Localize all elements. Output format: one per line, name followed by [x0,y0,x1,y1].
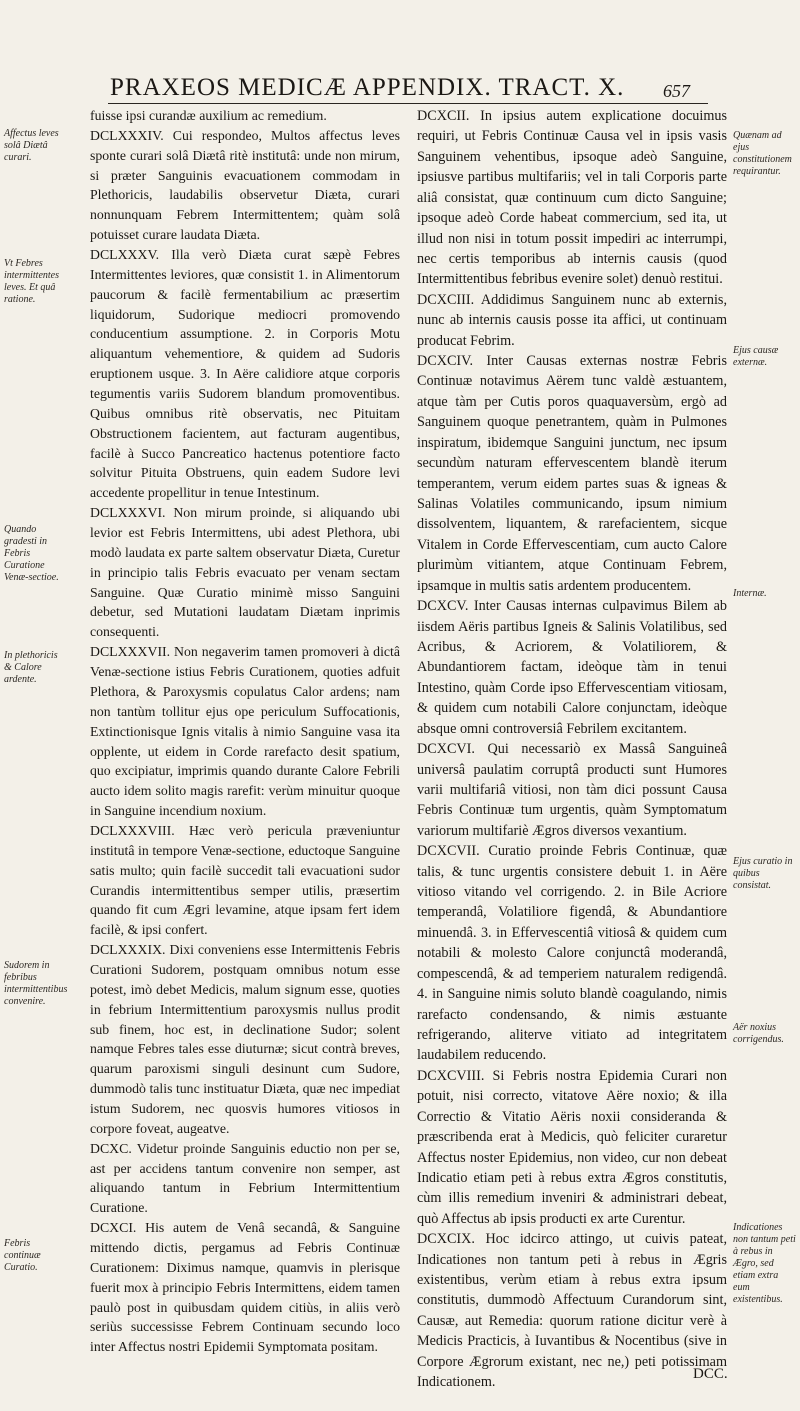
margin-note-left: Quando gradesti in Febris Curatione Venæ-sectioe. [4,524,59,583]
paragraph: DCLXXXIX. Dixi conveniens esse Intermittenis Febris Curationi Sudorem, postquam omnibus notum esse potest, imò debet Medicis, malum signum esse, quoties in febrium Intermittentium paroxysmis nullus prodit sub finem, hoc est, in declinatione Sudor; solent namque Febres tales esse diuturnæ; sicut contrà breves, quarum paroxismi singuli desinunt cum Sudore, dummodò talis tunc instituatur Diæta, quæ nec impediat istum Sudorem, nec quosvis humores vitiosos in corpore foveat, augeatve. [90,942,400,1136]
paragraph: DCXCVI. Qui necessariò ex Massâ Sanguineâ universâ paulatim corruptâ producti sunt Humores varii multifariâ vitiosi, non tàm dici possunt Causa Febris Continuæ tum urgentis, quàm Symptomatum variorum multifariè Ægros diversos vexantium. [417,741,727,839]
margin-note-left: In plethoricis & Calore ardente. [4,650,58,685]
catchword: DCC. [693,1366,728,1382]
margin-note-right: Quænam ad ejus constitutionem requirantur. [733,130,792,177]
paragraph: DCLXXXVII. Non negaverim tamen promoveri à dictâ Venæ-sectione istius Febris Curationem, quoties adfuit Plethora, & Paroxysmis copulatus Calor ardens; nam non tantùm tollitur ejus ope periculum Suffocationis, Extinctionisque Ignis vitalis à nimio Sanguine vasa ita opplente, ut eidem in Corde rarefacto desit spatium, quo excipiatur, imprimis quando durante Calore Febrili aucto idem solito magis rarefit: verùm minuitur quoque in Sanguine incendium noxium. [90,644,400,819]
paragraph: DCLXXXVIII. Hæc verò pericula præveniuntur institutâ in tempore Venæ-sectione, eductoque Sanguine satis multo; quin facilè succedit tali evacuationi sudor Curandis intermittentibus semper utilis, præsertim quando fit cum Ægri levamine, atque ipsam fert idem facilè, & ipsi confert. [90,822,400,938]
paragraph: fuisse ipsi curandæ auxilium ac remedium. [90,108,327,123]
margin-note-right: Internæ. [733,588,767,599]
paragraph: DCLXXXVI. Non mirum proinde, si aliquando ubi levior est Febris Intermittens, ubi adest Plethora, ubi modò laudata ex parte saltem observatur Diæta, Curetur in principio talis Febris evacuato per venam sectam Sanguine. Quæ Curatio minimè misso Sanguini debetur, sed Mutationi laudatam Diætam inprimis consequenti. [90,505,400,640]
right-column [417,106,727,1393]
margin-note-right: Ejus causæ externæ. [733,345,779,368]
margin-note-right: Aër noxius corrigendus. [733,1022,784,1045]
paragraph: DCXCII. In ipsius autem explicatione docuimus requiri, ut Febris Continuæ Causa vel in ipsis vasis Sanguinem vehentibus, ipsoque adeò Sanguine, ipsiusve partibus multifariis; vel in tali Corporis parte aliâ consistat, quæ continuum cum dicto Sanguine; ipsoque adeò Corde habeat commercium, sed ita, ut illud non nisi in totum possit impediri ac interrumpi, nec certis temporibus ab internis causis (quod Intermittentibus febribus evenire solet) denuò restitui. [417,108,727,288]
paragraph: DCXCIII. Addidimus Sanguinem nunc ab externis, nunc ab internis causis posse ita affici, ut continuam producat Febrim. [417,291,727,349]
page-number: 657 [663,81,690,101]
paragraph: DCXCI. His autem de Venâ secandâ, & Sanguine mittendo dictis, pergamus ad Febris Continuæ Curationem: Diximus namque, quamvis in plerisque fuerit mox à principio Febris Intermittens, eidem tamen paulò post in quibusdam quidem citiùs, in aliis verò seriùs successisse Febrem Continuam secundo loco inter Affectus nostri Epidemii Symptomata positam. [90,1220,400,1355]
paragraph: DCXCV. Inter Causas internas culpavimus Bilem ab iisdem Aëris partibus Igneis & Salinis Volatilibus, sed Acribus, & Acriorem, & Volatiliorem, & Abundantiorem factam, ideòque tàm in tenui Intestino, quàm Corde ipso Effervescentiam vitiosam, & quidem cum notabili Calore conjunctam, ideòque absque omni controversiâ Febrilem excitantem. [417,598,727,737]
paragraph: DCXCVIII. Si Febris nostra Epidemia Curari non potuit, nisi correcto, vitatove Aëre noxio; & illa Correctio & Vitatio Aëris noxii consideranda & præscribenda erat à Medicis, quò feliciter curaretur Affectus noster Epidemius, non video, cur non debeat Indicatio etiam peti à rebus extra Ægros constitutis, cùm illis remedium inveniri & administrari debeat, quò Affectus ab ipsis producti ex arte Curentur. [417,1067,727,1227]
header-rule [108,103,708,104]
paragraph: DCLXXXIV. Cui respondeo, Multos affectus leves sponte curari solâ Diætâ ritè institutâ: unde non mirum, si præter Sanguinis evacuationem commodam in Plethoricis, laudabilis observetur Diæta, curari nonnunquam Febrem Intermittentem; quàm solâ potuisset curare laudata Diæta. [90,127,400,243]
margin-note-left: Sudorem in febribus intermittentibus convenire. [4,960,68,1007]
left-column [90,106,400,1357]
margin-note-left: Vt Febres intermittentes leves. Et quâ ratione. [4,258,59,305]
margin-note-right: Ejus curatio in quibus consistat. [733,856,793,891]
paragraph: DCXC. Videtur proinde Sanguinis eductio non per se, ast per accidens tantum convenire non semper, ast aliquando tantum in Febrium Intermittentium Curatione. [90,1140,400,1216]
paragraph: DCXCVII. Curatio proinde Febris Continuæ, quæ talis, & tunc urgentis consistere debuit 1. in Aëre vitioso vitando vel corrigendo. 2. in Bile Acriore temperandâ, Volatiliore figendâ, & Abundantiore minuendâ. 3. in Effervescentiâ vitiosâ & quidem cum notabili & molesto Calore conjunctâ moderandâ, compescendâ, & ad temperiem naturalem redigendâ. 4. in Sanguine nimis soluto blandè coagulando, nimis rarefacto condensando, & nimis æstuante refrigerando, aliterve vitiato ad integritatem laudabilem reducendo. [417,843,727,1064]
margin-note-left: Affectus leves solâ Diætâ curari. [4,128,59,163]
margin-note-right: Indicationes non tantum peti à rebus in Ægro, sed etiam extra eum existentibus. [733,1222,796,1305]
margin-note-left: Febris continuæ Curatio. [4,1238,41,1273]
page-header [110,74,690,102]
paragraph: DCXCIV. Inter Causas externas nostræ Febris Continuæ notavimus Aërem tunc valdè æstuantem, atque tàm per Cutis poros quaquaversùm, ergò ad Sanguinem quoque penetrantem, quàm in Pulmones inspiratum, ibidemque Sanguini junctum, nec ipsum secundùm naturam effervescentem blandè iterum temperantem, verum eidem partes suas & igneas & Salinas Volatiles communicando, ipsum nimium dissolventem, liquantem, & rarefacientem, sicque Vitalem in Corde Effervescentiam, cum aucto Calore plurimùm vitiantem, atque Continuam Febrem, ipsamque in multis satis ardentem producentem. [417,353,727,594]
paragraph: DCXCIX. Hoc idcirco attingo, ut cuivis pateat, Indicationes non tantum peti à rebus in Ægris existentibus, verùm etiam à rebus extra ipsum constitutis, dummodò Affectuum Curandorum sint, Causæ, aut Remedia: quorum ratione dicitur verè à Medicis Practicis, à Iuvantibus & Nocentibus (sive in Corpore Ægrorum existant, nec ne,) peti potissimam Indicationem. [417,1231,727,1391]
running-head: PRAXEOS MEDICÆ APPENDIX. TRACT. X. [110,74,625,101]
paragraph: DCLXXXV. Illa verò Diæta curat sæpè Febres Intermittentes leviores, quæ consistit 1. in Alimentorum paucorum & facilè fermentabilium ac præsertim liquidorum, Sudorique mediocri promovendo conducentium assumptione. 2. in Corporis Motu aliquantum vehementiore, & quidem ad Sudoris eruptionem usque. 3. In Aëre calidiore atque corporis tegumentis variis Sudorem blandum promoventibus. Quibus omnibus ritè observatis, nec Pituitam Obstructionem facientem, aut facturam augentibus, facilè à Succo Pancreatico hactenus potentiore facto solvitur Pituita Obstruens, quin eadem Sudore levi accedente propellitur in tenue Intestinum. [90,247,400,501]
